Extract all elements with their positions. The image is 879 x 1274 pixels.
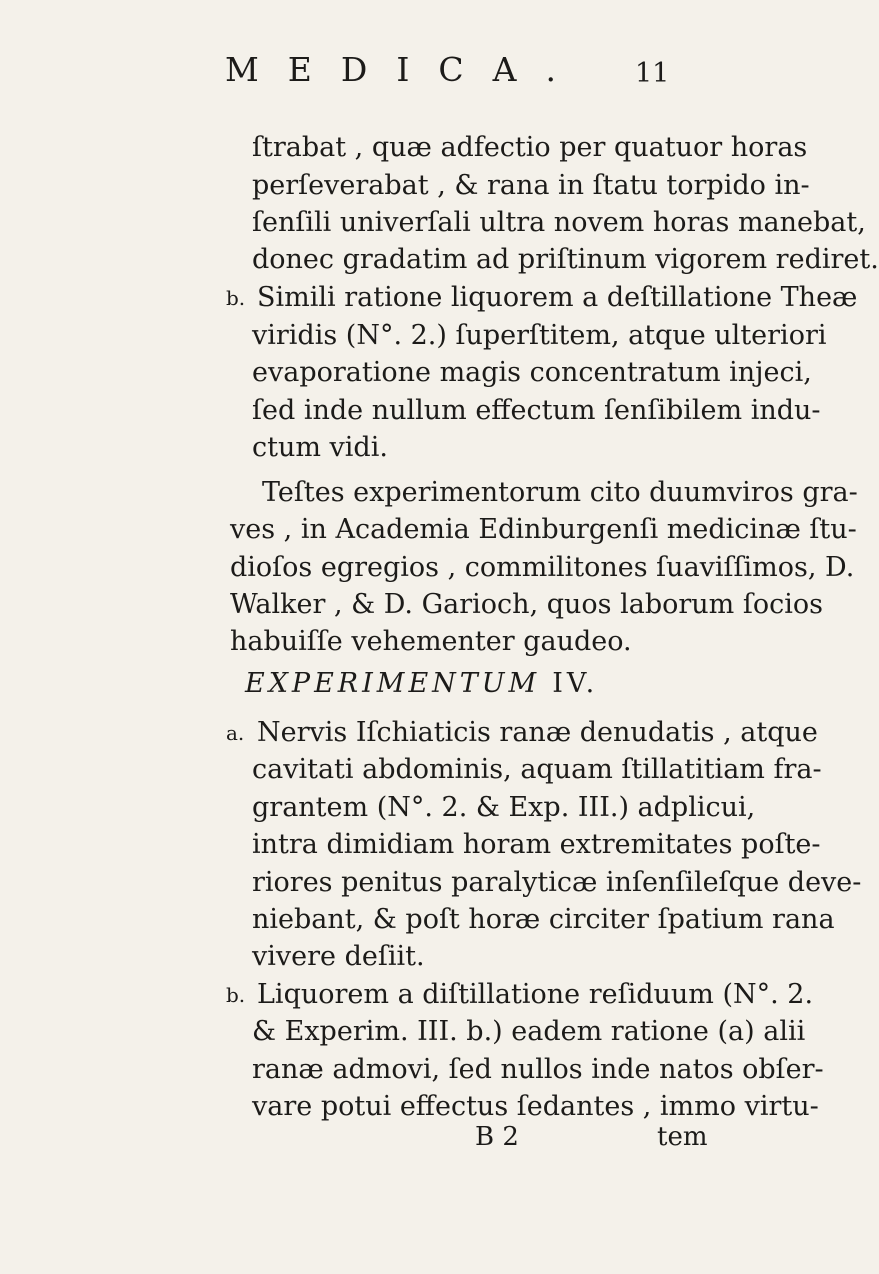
paragraph-marker: a.: [226, 721, 245, 745]
text-line: ranæ admovi, ſed nullos inde natos obſer-: [252, 1054, 824, 1085]
experiment-heading: [245, 668, 598, 699]
signature-mark: B 2: [475, 1122, 519, 1152]
text-line: habuiſſe vehementer gaudeo.: [230, 626, 632, 657]
text-line: viridis (N°. 2.) ſuperſtitem, atque ulteriori: [252, 320, 827, 351]
text-line: Liquorem a diſtillatione reſiduum (N°. 2.: [257, 979, 814, 1010]
experiment-title: EXPERIMENTUM: [245, 668, 541, 699]
text-line: donec gradatim ad priſtinum vigorem rediret.: [252, 244, 879, 275]
running-head: [225, 50, 670, 100]
paragraph-marker: b.: [226, 286, 246, 310]
text-line: intra dimidiam horam extremitates poſte-: [252, 829, 821, 860]
text-line: Walker , & D. Garioch, quos laborum ſocios: [230, 589, 823, 620]
text-line: Teſtes experimentorum cito duumviros gra-: [262, 477, 858, 508]
text-line: niebant, & poſt horæ circiter ſpatium rana: [252, 904, 835, 935]
paragraph-marker: b.: [226, 983, 246, 1007]
text-line: ſtrabat , quæ adfectio per quatuor horas: [252, 132, 808, 163]
text-line: ſenſili univerſali ultra novem horas manebat,: [252, 207, 866, 238]
text-line: dioſos egregios , commilitones ſuaviſſimos, D.: [230, 552, 855, 583]
running-title: MEDICA.: [225, 50, 585, 89]
text-line: evaporatione magis concentratum injeci,: [252, 357, 812, 388]
text-line: Simili ratione liquorem a deſtillatione Theæ: [257, 282, 858, 313]
text-line: ves , in Academia Edinburgenſi medicinæ ſtu-: [230, 514, 857, 545]
catchword: tem: [657, 1122, 708, 1152]
experiment-number: IV.: [552, 668, 599, 699]
text-line: cavitati abdominis, aquam ſtillatitiam fra-: [252, 754, 822, 785]
text-line: vivere deſiit.: [252, 941, 425, 972]
text-line: & Experim. III. b.) eadem ratione (a) alii: [252, 1016, 806, 1047]
text-line: vare potui effectus ſedantes , immo virtu-: [252, 1091, 819, 1122]
text-line: ſed inde nullum effectum ſenſibilem indu-: [252, 395, 821, 426]
text-line: perſeverabat , & rana in ſtatu torpido in-: [252, 170, 810, 201]
page-number: 11: [635, 58, 670, 89]
text-line: ctum vidi.: [252, 432, 388, 463]
text-line: riores penitus paralyticæ inſenſileſque deve-: [252, 867, 862, 898]
text-line: Nervis Iſchiaticis ranæ denudatis , atque: [257, 717, 818, 748]
text-line: grantem (N°. 2. & Exp. III.) adplicui,: [252, 792, 756, 823]
